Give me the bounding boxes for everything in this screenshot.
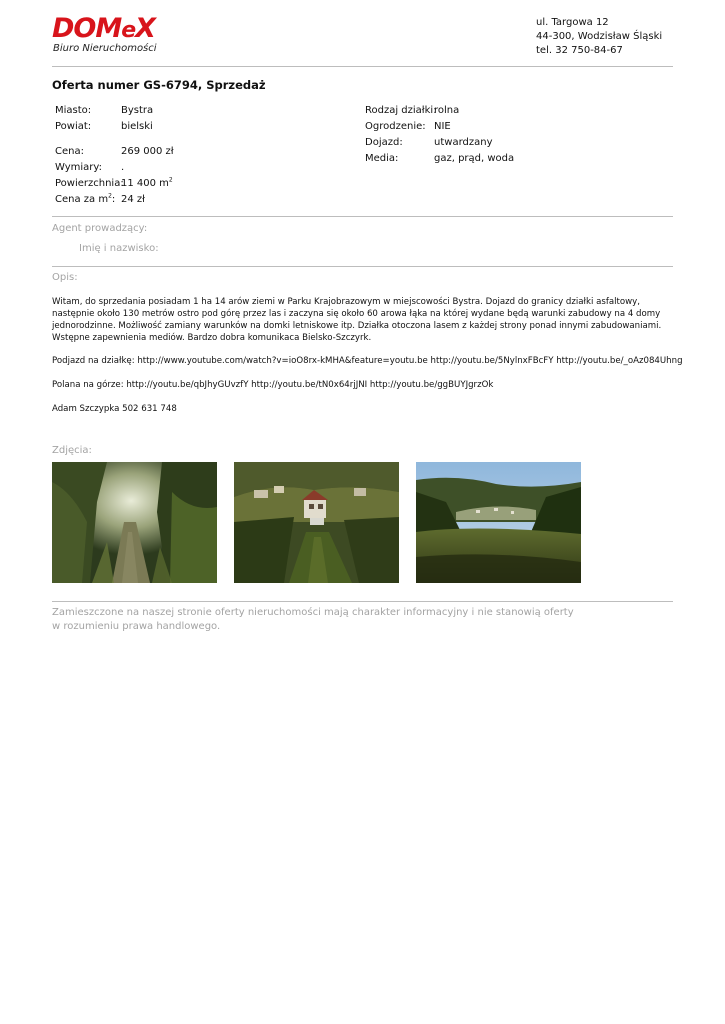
photo-forest-path[interactable] <box>52 462 217 583</box>
details-left: Miasto: Bystra Powiat: bielski Cena: 269 000 zł Wymiary: . Powierzchnia: 11 400 $m^2$ Cena za $m^2$: 24 zł <box>55 105 174 205</box>
details-right: Rodzaj działki: rolna Ogrodzenie: NIE Dojazd: utwardzany Media: gaz, prąd, woda <box>365 105 515 164</box>
description-text <box>52 296 677 344</box>
agent-divider <box>52 266 673 267</box>
photo-house-in-woods[interactable] <box>234 462 399 583</box>
description-paragraph: Witam, do sprzedania posiadam 1 ha 14 arów ziemi w Parku Krajobrazowym w miejscowości Bystra. Dojazd do granicy działki asfaltowy, następnie około 130 metrów ostro pod górę przez las i zaczyna się około 60 arowa łąka na której wydane będą warunki zabudowy na 4 domy jednorodzinne. Możliwość zamiany warunków na domki letniskowe itp. Działka otoczona lasem z każdej strony ponad innymi zabudowaniami. Wstępne zapewnienia mediów. Bardzo dobra komunikaca Bielsko-Szczyrk. <box>52 297 662 343</box>
disclaimer-line-1: Zamieszczone na naszej stronie oferty nieruchomości mają charakter informacyjny i nie stanowią oferty <box>52 607 574 618</box>
header-divider <box>52 66 673 67</box>
agent-name-label: Imię i nazwisko: <box>79 243 159 254</box>
photo-meadow-hills[interactable] <box>416 462 581 583</box>
company-address <box>536 16 662 58</box>
photos-label: Zdjęcia: <box>52 445 92 456</box>
legal-disclaimer <box>52 606 574 634</box>
logo-tagline: Biuro Nieruchomości <box>53 43 157 54</box>
disclaimer-line-2: w rozumieniu prawa handlowego. <box>52 621 221 632</box>
logo-wordmark: DOMeX <box>52 13 155 44</box>
description-contact: Adam Szczypka 502 631 748 <box>52 404 177 414</box>
offer-title: Oferta numer GS-6794, Sprzedaż <box>52 78 266 92</box>
address-street: ul. Targowa 12 <box>536 17 609 28</box>
description-label: Opis: <box>52 272 78 283</box>
address-city: 44-300, Wodzisław Śląski <box>536 31 663 42</box>
address-phone: tel. 32 750-84-67 <box>536 45 623 56</box>
details-divider <box>52 216 673 217</box>
domex-logo[interactable] <box>52 14 182 58</box>
footer-divider <box>52 601 673 602</box>
description-podjazd-links: Podjazd na działkę: http://www.youtube.com/watch?v=ioO8rx-kMHA&feature=youtu.be http://youtu.be/5NylnxFBcFY http://youtu.be/_oAz084Uhng <box>52 356 683 366</box>
agent-label: Agent prowadzący: <box>52 223 148 234</box>
description-polana-links: Polana na górze: http://youtu.be/qbJhyGUvzfY http://youtu.be/tN0x64rjJNI http://youtu.be/ggBUYJgrzOk <box>52 380 494 390</box>
